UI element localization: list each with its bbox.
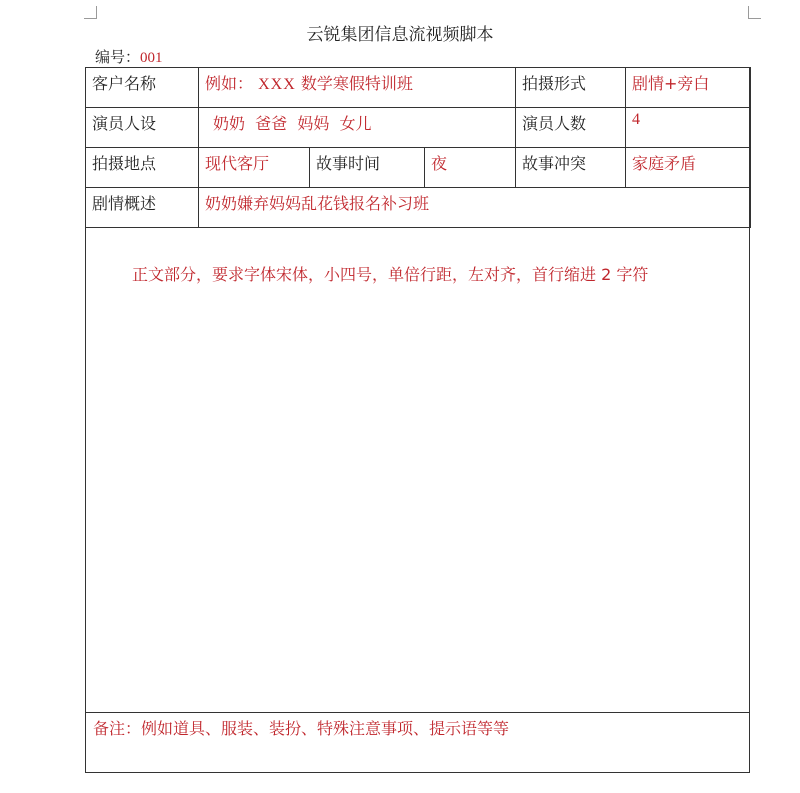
note-text[interactable]: 备注：例如道具、服装、装扮、特殊注意事项、提示语等等	[93, 719, 510, 738]
cast-value[interactable]: 奶奶 爸爸 妈妈 女儿	[199, 108, 516, 148]
document-title: 云锐集团信息流视频脚本	[306, 25, 494, 45]
client-code: XXX	[258, 76, 296, 93]
client-value-cell[interactable]	[199, 68, 516, 108]
format-label-cell: 拍摄形式	[516, 68, 626, 108]
location-label: 拍摄地点	[86, 148, 199, 188]
doc-number-label: 编号：	[95, 48, 141, 66]
corner-mark-left	[84, 6, 97, 19]
cast-count-value[interactable]: 4	[626, 108, 751, 148]
cast-count-label: 演员人数	[516, 108, 626, 148]
cast-label: 演员人设	[86, 108, 199, 148]
note-divider	[85, 712, 750, 713]
synopsis-label: 剧情概述	[86, 188, 199, 228]
client-prefix: 例如：	[205, 74, 254, 93]
corner-mark-right	[748, 6, 761, 19]
time-label: 故事时间	[310, 148, 425, 188]
location-value[interactable]: 现代客厅	[199, 148, 310, 188]
body-instruction[interactable]: 正文部分，要求字体宋体，小四号，单倍行距，左对齐，首行缩进 2 字符	[132, 265, 649, 284]
doc-number-value: 001	[140, 50, 163, 66]
table-row	[86, 68, 751, 108]
time-value[interactable]: 夜	[425, 148, 516, 188]
client-label-cell: 客户名称	[86, 68, 199, 108]
client-suffix: 数学寒假特训班	[300, 74, 413, 93]
conflict-value[interactable]: 家庭矛盾	[626, 148, 751, 188]
script-info-grid	[85, 67, 751, 228]
synopsis-value[interactable]: 奶奶嫌弃妈妈乱花钱报名补习班	[199, 188, 751, 228]
doc-number	[95, 46, 163, 67]
table-row	[86, 108, 751, 148]
table-row	[86, 148, 751, 188]
conflict-label: 故事冲突	[516, 148, 626, 188]
format-value[interactable]: 剧情+旁白	[626, 68, 751, 108]
table-row	[86, 188, 751, 228]
